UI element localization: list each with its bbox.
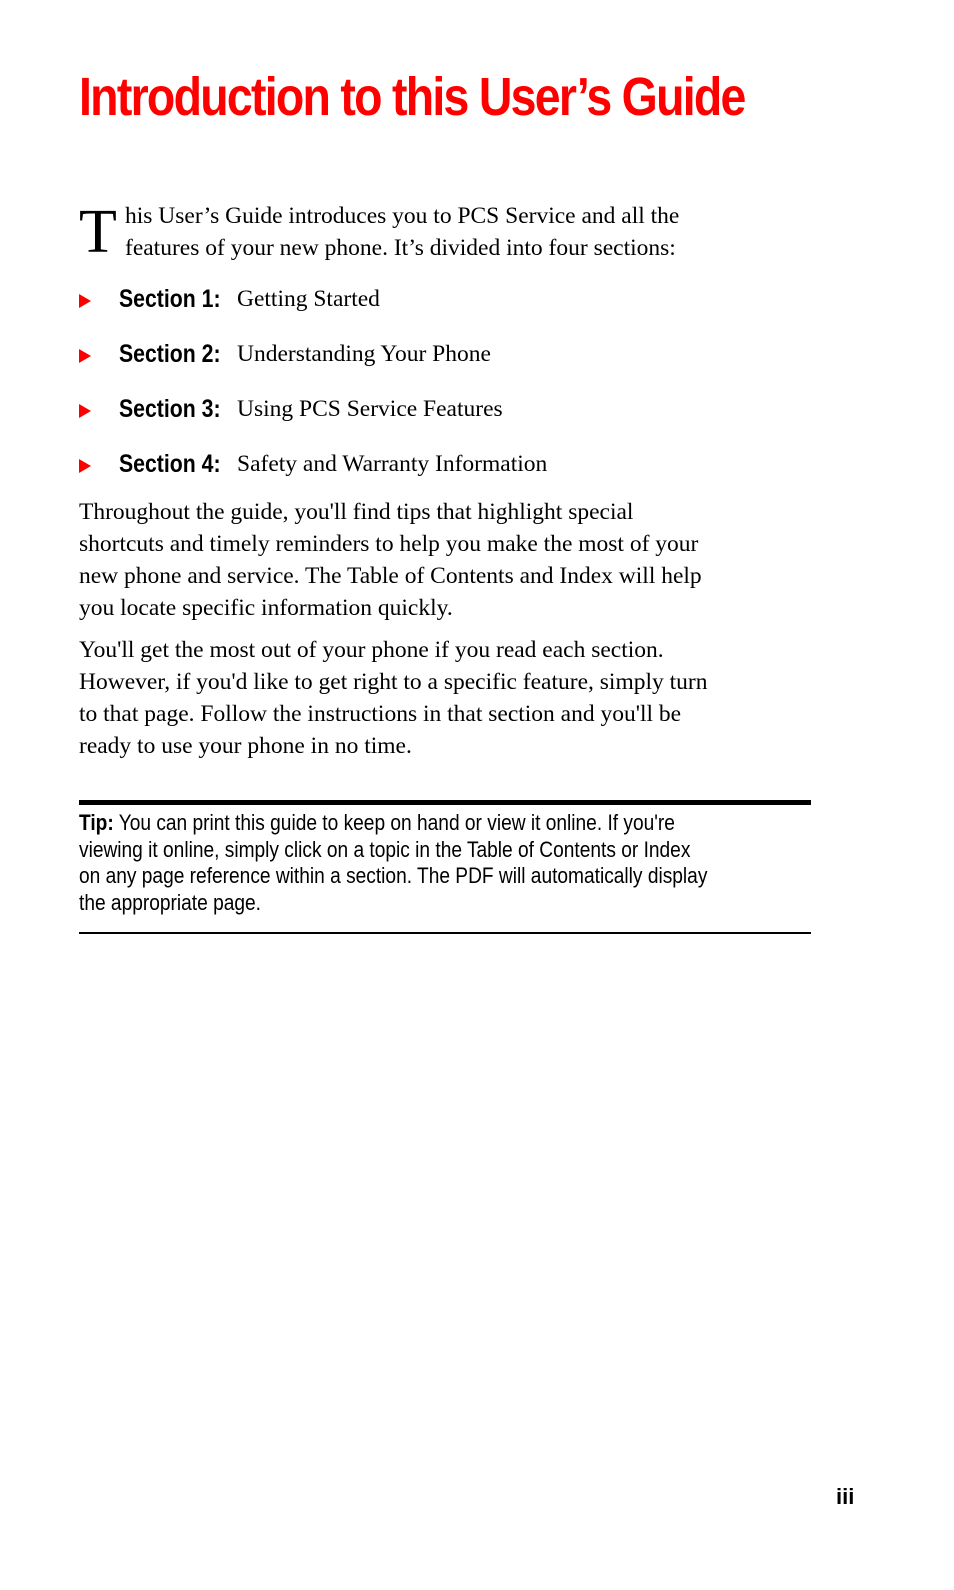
paragraph-line: Throughout the guide, you'll find tips that highlight special [79,499,634,525]
tip-top-rule [79,800,811,805]
paragraph-line: new phone and service. The Table of Contents and Index will help [79,563,702,589]
triangle-bullet-icon [79,294,91,308]
triangle-bullet-icon [79,404,91,418]
section-label: Section 4: [119,449,221,478]
tip-box [79,810,839,916]
section-description: Safety and Warranty Information [237,450,548,477]
tip-line [79,810,740,837]
triangle-bullet-icon [79,459,91,473]
tip-line: on any page reference within a section. The PDF will automatically display [79,863,708,888]
intro-line: his User’s Guide introduces you to PCS Service and all the [125,203,680,229]
paragraph-line: to that page. Follow the instructions in that section and you'll be [79,701,682,727]
intro-line: features of your new phone. It’s divided into four sections: [125,235,676,261]
paragraph-line: However, if you'd like to get right to a specific feature, simply turn [79,669,708,695]
section-description: Using PCS Service Features [237,395,503,422]
triangle-bullet-icon [79,349,91,363]
section-description: Getting Started [237,285,380,312]
drop-cap: T [79,198,117,266]
section-item-1[interactable] [79,282,380,316]
tip-bottom-rule [79,932,811,934]
reading-paragraph [79,634,819,762]
intro-paragraph [79,200,779,264]
section-item-4[interactable] [79,447,547,481]
tips-paragraph [79,496,819,624]
page-title: Introduction to this User’s Guide [79,67,745,127]
section-label: Section 2: [119,339,221,368]
page-number: iii [836,1484,855,1509]
paragraph-line: shortcuts and timely reminders to help you make the most of your [79,531,699,557]
tip-label: Tip: [79,810,114,835]
section-label: Section 1: [119,284,221,313]
paragraph-line: you locate specific information quickly. [79,595,453,621]
tip-line: viewing it online, simply click on a topic in the Table of Contents or Index [79,836,691,862]
tip-text: You can print this guide to keep on hand or view it online. If you're [118,810,675,835]
paragraph-line: You'll get the most out of your phone if you read each section. [79,637,664,663]
section-item-2[interactable] [79,337,491,371]
section-description: Understanding Your Phone [237,340,491,367]
section-label: Section 3: [119,394,221,423]
tip-line: the appropriate page. [79,889,261,915]
section-item-3[interactable] [79,392,503,426]
paragraph-line: ready to use your phone in no time. [79,733,412,759]
